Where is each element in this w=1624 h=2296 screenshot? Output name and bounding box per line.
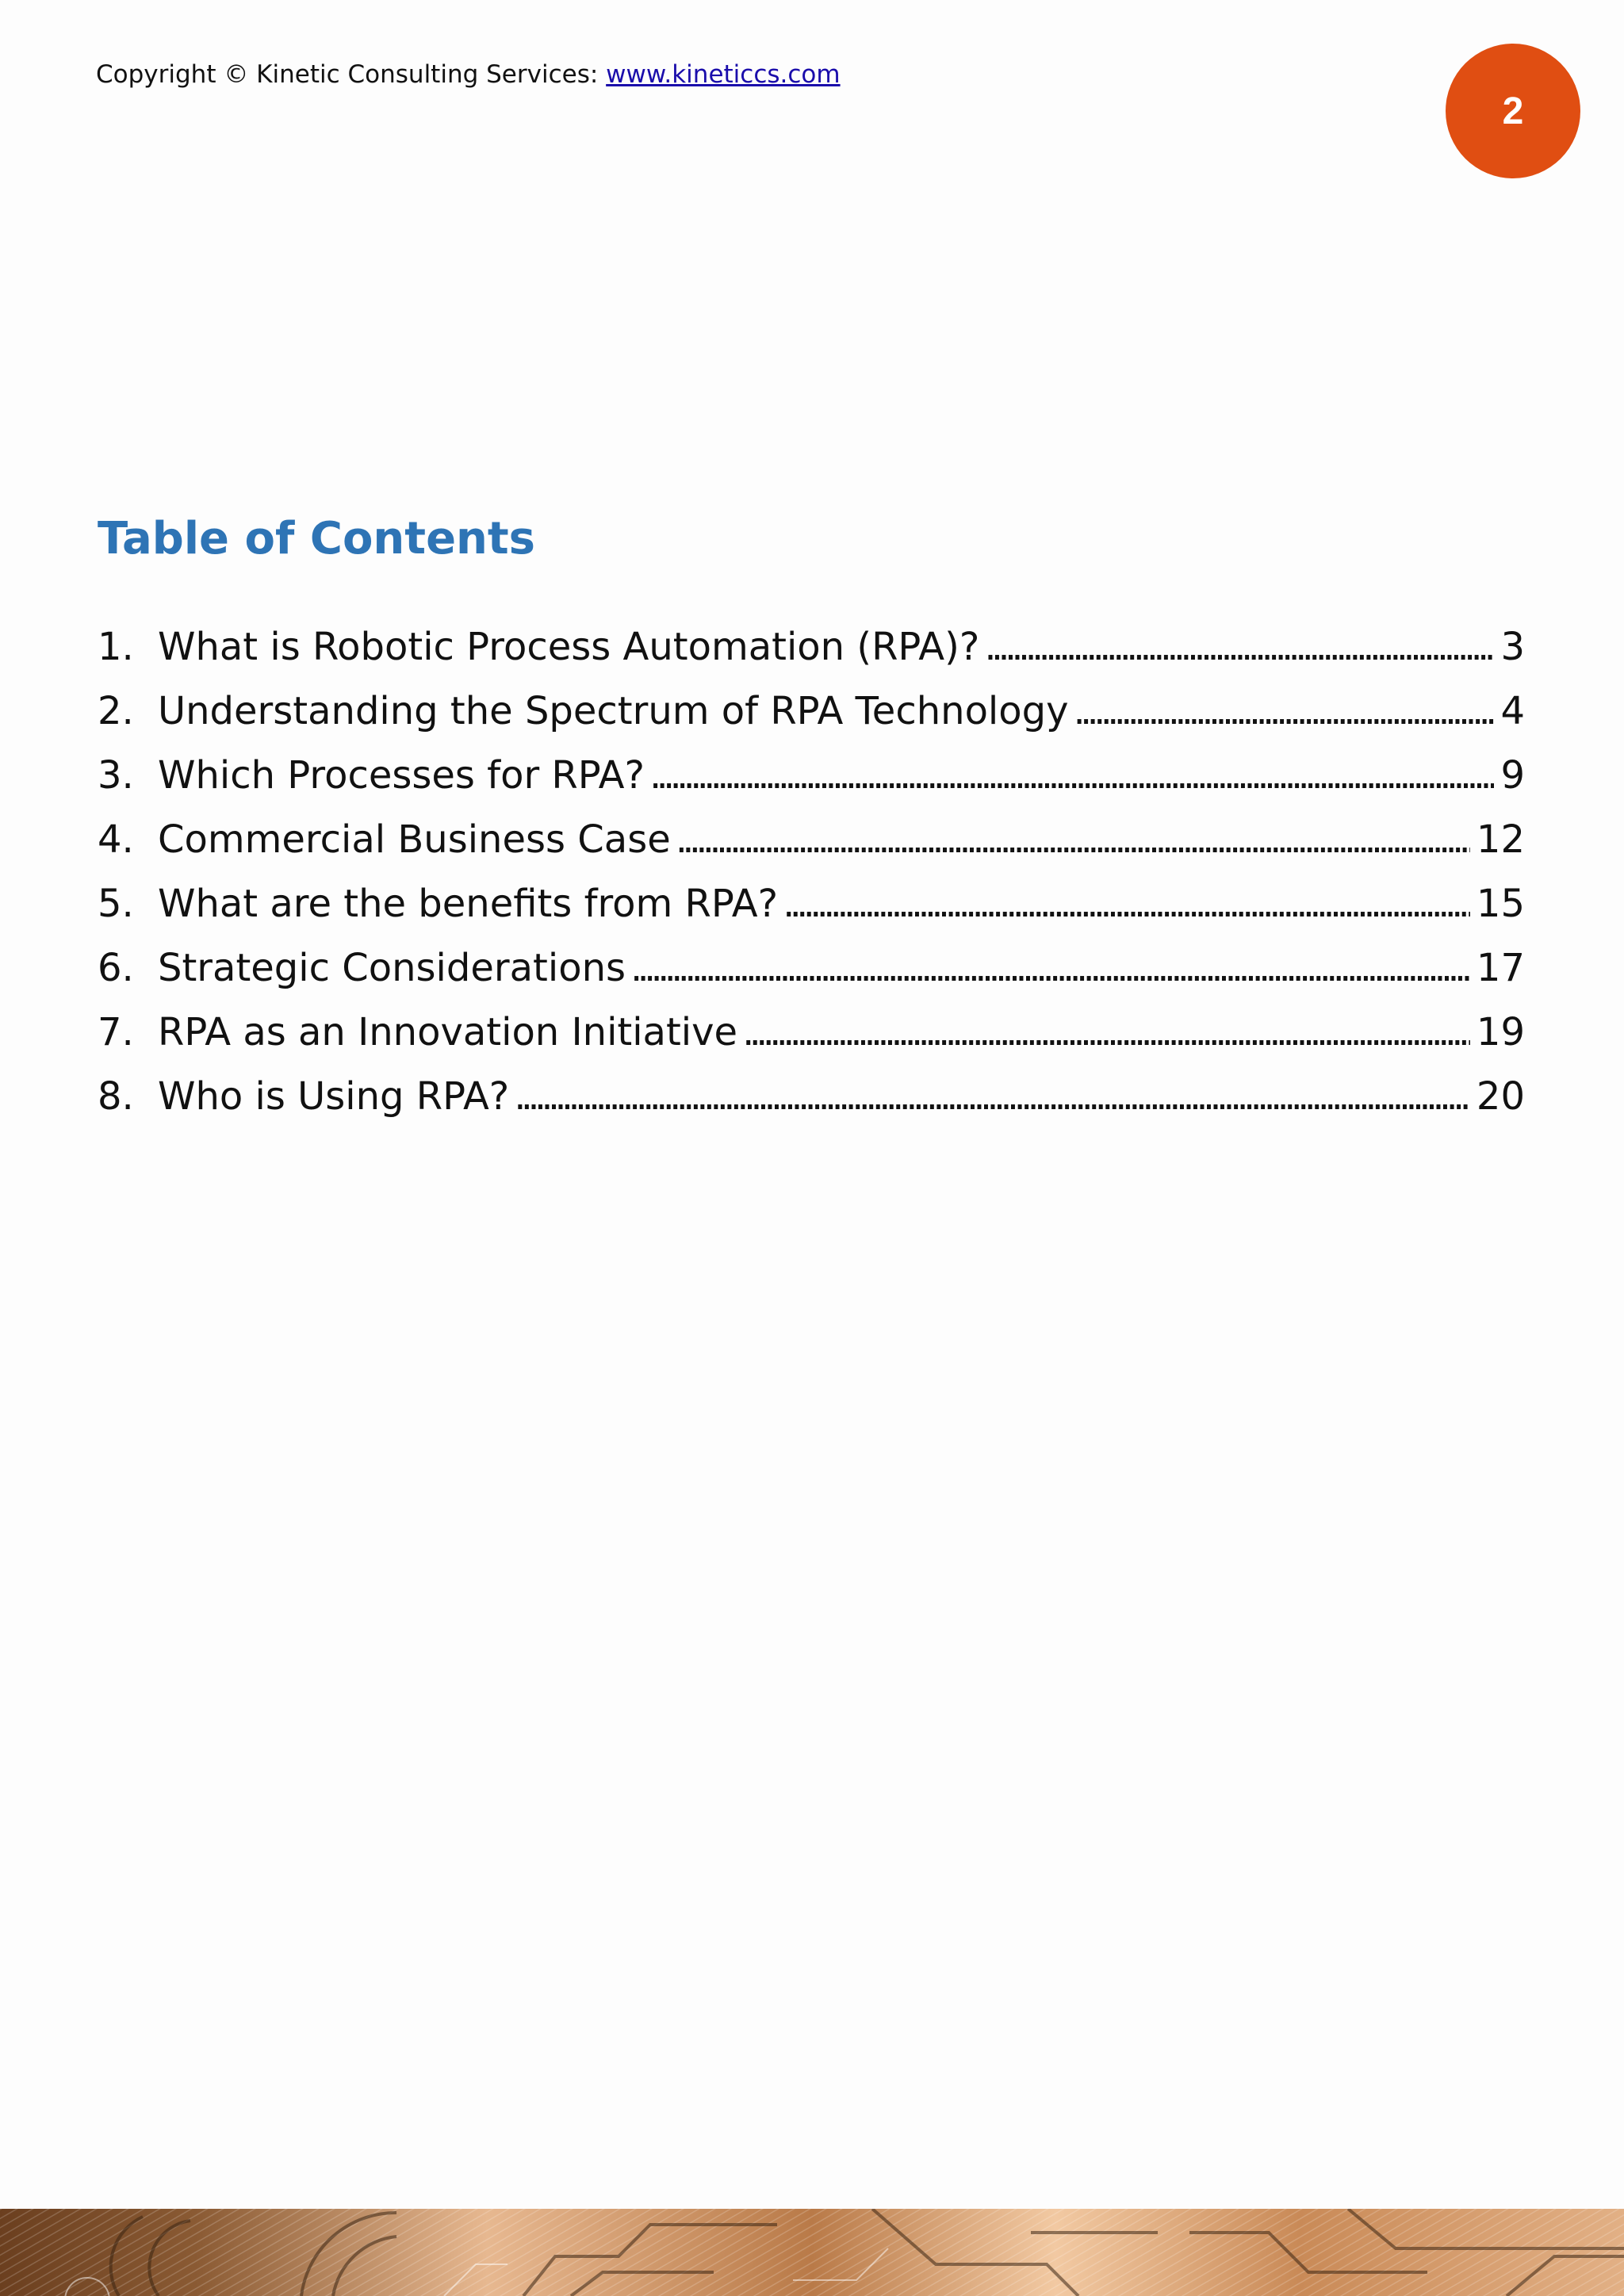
toc-entry[interactable]	[98, 1064, 1525, 1128]
toc-entry[interactable]	[98, 871, 1525, 936]
copyright-text: Copyright © Kinetic Consulting Services:	[96, 60, 607, 89]
toc-dot-leader	[514, 1073, 1470, 1120]
toc-entry-page: 12	[1476, 817, 1525, 862]
page-number-badge	[1446, 44, 1580, 178]
toc-entry[interactable]	[98, 743, 1525, 807]
toc-dot-leader	[630, 944, 1470, 992]
toc-entry-title: What is Robotic Process Automation (RPA)?	[158, 624, 980, 669]
toc-entry-page: 17	[1476, 945, 1525, 990]
toc-entry-number: 3.	[98, 752, 134, 798]
toc-title: Table of Contents	[98, 513, 536, 564]
toc-entry[interactable]	[98, 679, 1525, 743]
website-link[interactable]: www.kineticcs.com	[606, 60, 841, 89]
footer-banner	[0, 2209, 1624, 2296]
toc-entry[interactable]	[98, 614, 1525, 679]
toc-entry-title: Strategic Considerations	[158, 945, 626, 990]
toc-list	[98, 614, 1525, 1128]
toc-entry-page: 20	[1476, 1073, 1525, 1119]
toc-entry-page: 4	[1500, 688, 1525, 733]
toc-dot-leader	[783, 880, 1470, 928]
toc-entry-page: 19	[1476, 1009, 1525, 1054]
page-number: 2	[1502, 90, 1524, 132]
toc-dot-leader	[1074, 687, 1495, 735]
toc-entry-number: 2.	[98, 688, 134, 733]
toc-entry-title: Commercial Business Case	[158, 817, 671, 862]
toc-entry-number: 7.	[98, 1009, 134, 1054]
toc-entry-number: 5.	[98, 881, 134, 926]
toc-dot-leader	[649, 752, 1494, 799]
toc-entry-number: 8.	[98, 1073, 134, 1119]
toc-entry[interactable]	[98, 1000, 1525, 1064]
toc-entry-page: 15	[1476, 881, 1525, 926]
toc-entry-title: Which Processes for RPA?	[158, 752, 645, 798]
toc-entry-title: Who is Using RPA?	[158, 1073, 510, 1119]
toc-entry-page: 9	[1500, 752, 1525, 798]
toc-entry[interactable]	[98, 807, 1525, 871]
toc-entry-title: Understanding the Spectrum of RPA Technology	[158, 688, 1069, 733]
toc-dot-leader	[742, 1008, 1470, 1056]
toc-dot-leader	[676, 816, 1470, 863]
toc-entry-page: 3	[1500, 624, 1525, 669]
toc-entry-number: 4.	[98, 817, 134, 862]
copyright-line	[96, 59, 841, 90]
toc-entry-title: RPA as an Innovation Initiative	[158, 1009, 738, 1054]
toc-entry-number: 6.	[98, 945, 134, 990]
toc-entry-title: What are the benefits from RPA?	[158, 881, 779, 926]
toc-dot-leader	[984, 623, 1494, 671]
toc-entry-number: 1.	[98, 624, 134, 669]
circuit-board-icon	[0, 2209, 1624, 2296]
toc-entry[interactable]	[98, 936, 1525, 1000]
